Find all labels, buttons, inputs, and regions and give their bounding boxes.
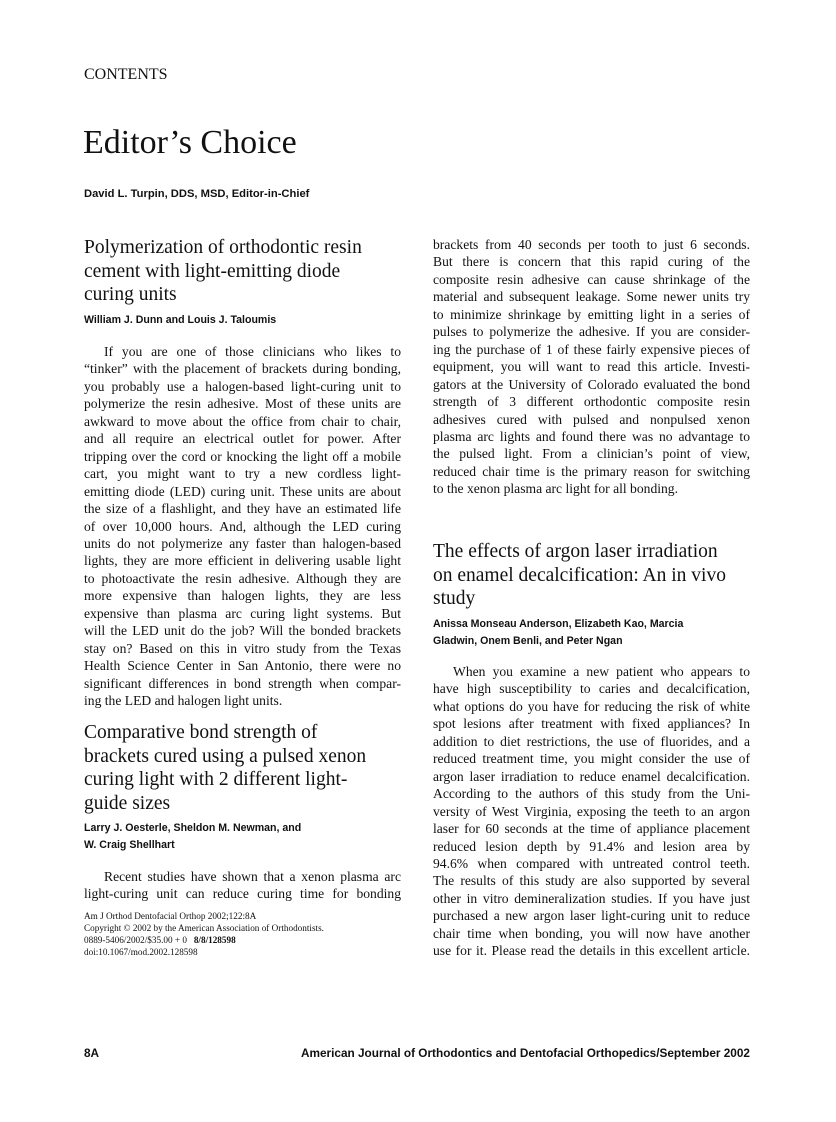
article-1-heading: [84, 236, 362, 307]
body-line: pulses to polymerize the adhesive. If you are consider-: [433, 324, 750, 340]
body-line: lights, they are more efficient in delivering usable light: [84, 553, 401, 569]
body-line: But there is concern that this rapid curing of the: [433, 254, 750, 270]
text-line: cement with light-emitting diode: [84, 260, 341, 282]
body-line: have high susceptibility to caries and decalcification,: [433, 681, 750, 697]
body-line: material and subsequent leakage. Some newer units try: [433, 289, 750, 305]
article-3-body: [433, 663, 750, 960]
body-line: 94.6% when compared with untreated control teeth.: [433, 855, 750, 871]
article-3-heading: [433, 540, 726, 611]
body-line: plasma arc lights and found there was no advantage to: [433, 428, 750, 444]
footnote-issn-line: [84, 934, 324, 946]
article-2-authors: [84, 820, 301, 854]
body-line: stay on? Based on this in vitro study from the Texas: [84, 640, 401, 656]
body-line: strength of 3 different orthodontic composite resin: [433, 394, 750, 410]
body-line: “tinker” with the placement of brackets during bonding,: [84, 361, 401, 377]
body-line: to the xenon plasma arc light for all bonding.: [433, 481, 679, 497]
page-title: Editor’s Choice: [83, 124, 297, 161]
body-line: argon laser irradiation to reduce enamel decalcification.: [433, 768, 750, 784]
text-line: brackets cured using a pulsed xenon: [84, 745, 367, 767]
body-line: equipment, you will want to read this article. Investi-: [433, 359, 750, 375]
body-line: awkward to move about the office from chair to chair,: [84, 413, 401, 429]
article-2-body-continued: [433, 236, 750, 498]
body-line: spot lesions after treatment with fixed appliances? In: [433, 716, 750, 732]
body-line: purchased a new argon laser light-curing unit to reduce: [433, 908, 750, 924]
body-line: the pulsed light. From a clinician’s point of view,: [433, 446, 750, 462]
text-line: curing units: [84, 284, 177, 306]
body-line: reduced lesion depth by 91.4% and lesion area by: [433, 838, 750, 854]
editor-byline: David L. Turpin, DDS, MSD, Editor-in-Chief: [84, 188, 310, 200]
text-line: guide sizes: [84, 792, 171, 814]
body-line: to minimize shrinkage by emitting light in a series of: [433, 306, 750, 322]
body-line: brackets from 40 seconds per tooth to just 6 seconds.: [433, 237, 750, 252]
body-line: reduced treatment time, you might consider the use of: [433, 751, 750, 767]
article-1-body: [84, 343, 401, 710]
body-line: chair time when bonding, you will now have another: [433, 925, 750, 941]
footnote-issn: 0889-5406/2002/$35.00 + 0: [84, 935, 187, 945]
body-line: you probably use a halogen-based light-curing unit to: [84, 378, 401, 394]
text-line: Gladwin, Onem Benli, and Peter Ngan: [433, 635, 623, 647]
body-line: the size of a flashlight, and they have an estimated life: [84, 501, 401, 517]
body-line: emitting diode (LED) curing unit. These units are about: [84, 483, 401, 499]
body-line: adhesives cured with pulsed and nonpulsed xenon: [433, 411, 750, 427]
body-line: The results of this study are also supported by several: [433, 873, 750, 889]
body-line: Recent studies have shown that a xenon plasma arc: [104, 869, 401, 884]
body-line: units do not polymerize any faster than halogen-based: [84, 535, 401, 551]
text-line: The effects of argon laser irradiation: [433, 541, 718, 562]
body-line: use for it. Please read the details in this excellent article.: [433, 943, 750, 959]
page-number: 8A: [84, 1046, 100, 1060]
text-line: on enamel decalcification: An in vivo: [433, 564, 726, 586]
body-line: significant differences in bond strength when compar-: [84, 675, 401, 691]
body-line: addition to diet restrictions, the use of fluorides, and a: [433, 733, 750, 749]
footnote: [84, 910, 324, 958]
body-line: versity of West Virginia, exposing the teeth to an argon: [433, 803, 750, 819]
footnote-citation: Am J Orthod Dentofacial Orthop 2002;122:8A: [84, 911, 257, 921]
article-1-authors: [84, 312, 276, 329]
body-line: what options do you have for reducing the risk of white: [433, 698, 750, 714]
text-line: Larry J. Oesterle, Sheldon M. Newman, and: [84, 822, 302, 834]
body-line: more expensive than halogen lights, they are less: [84, 588, 401, 604]
article-2-heading: [84, 721, 366, 815]
body-line: other in vitro demineralization studies. If you have just: [433, 890, 750, 906]
body-line: ing the LED and halogen light units.: [84, 693, 283, 709]
body-line: gators at the University of Colorado evaluated the bond: [433, 376, 750, 392]
journal-footer: American Journal of Orthodontics and Dentofacial Orthopedics/September 2002: [300, 1046, 750, 1060]
body-line: cart, you might want to try a new cordless light-: [84, 466, 401, 482]
text-line: W. Craig Shellhart: [84, 839, 175, 851]
body-line: expensive than plasma arc curing light systems. But: [84, 605, 401, 621]
footnote-copyright: Copyright © 2002 by the American Association of Orthodontists.: [84, 923, 324, 933]
body-line: composite resin adhesive can cause shrinkage of the: [433, 271, 750, 287]
body-line: and all require an electrical outlet for power. After: [84, 431, 401, 447]
text-line: Anissa Monseau Anderson, Elizabeth Kao, Marcia: [433, 618, 684, 630]
article-2-body: [84, 868, 401, 903]
body-line: Health Science Center in San Antonio, there were no: [84, 658, 401, 674]
body-line: According to the authors of this study from the Uni-: [433, 786, 750, 802]
text-line: Polymerization of orthodontic resin: [84, 237, 362, 258]
body-line: to photoactivate the resin adhesive. Although they are: [84, 570, 401, 586]
text-line: curing light with 2 different light-: [84, 769, 348, 791]
body-line: When you examine a new patient who appears to: [453, 664, 750, 679]
section-label: CONTENTS: [84, 66, 168, 83]
body-line: reduced chair time is the primary reason for switching: [433, 463, 750, 479]
body-line: If you are one of those clinicians who likes to: [104, 344, 401, 359]
body-line: polymerize the resin adhesive. Most of these units are: [84, 396, 401, 412]
body-line: will the LED unit do the job? Will the bonded brackets: [84, 623, 401, 639]
body-line: tripping over the cord or knocking the light off a mobile: [84, 448, 401, 464]
text-line: William J. Dunn and Louis J. Taloumis: [84, 314, 277, 326]
body-line: laser for 60 seconds at the time of appliance placement: [433, 821, 750, 837]
body-line: ing the purchase of 1 of these fairly expensive pieces of: [433, 341, 750, 357]
body-line: of over 10,000 hours. And, although the LED curing: [84, 518, 401, 534]
footnote-doi: doi:10.1067/mod.2002.128598: [84, 947, 198, 957]
article-3-authors: [433, 616, 683, 650]
footnote-code: 8/8/128598: [193, 935, 236, 945]
body-line: light-curing unit can reduce curing time for bonding: [84, 886, 401, 902]
text-line: Comparative bond strength of: [84, 722, 318, 743]
text-line: study: [433, 588, 476, 610]
